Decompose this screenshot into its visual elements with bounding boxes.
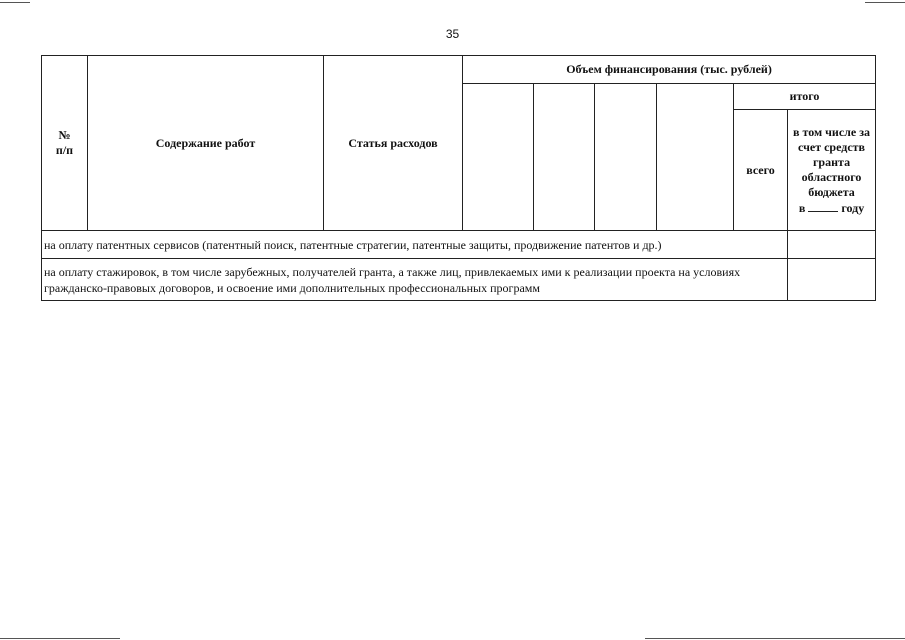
bottom-right-rule [645,638,905,639]
header-total: итого [734,84,876,110]
row-grant-cell [788,259,876,301]
header-all: всего [734,110,788,231]
header-content: Содержание работ [88,56,324,231]
top-left-rule [0,2,30,3]
row-text: на оплату патентных сервисов (патентный поиск, патентные стратегии, патентные защиты, продвижение патентов и др.) [42,231,788,259]
table-row [42,259,876,301]
financing-table [41,55,876,301]
header-grant-year-prefix: в [798,200,806,215]
header-funding: Объем финансирования (тыс. рублей) [463,56,876,84]
top-right-rule [865,2,905,3]
header-grant [788,110,876,231]
header-article: Статья расходов [324,56,463,231]
header-year-col-2 [534,84,595,231]
header-grant-text: в том числе за счет средств гранта областного бюджета [792,124,871,199]
header-grant-year-suffix: году [841,200,865,215]
header-year-col-4 [657,84,734,231]
page-number: 35 [445,27,460,41]
bottom-left-rule [0,638,120,639]
year-blank-line [808,200,838,212]
header-year-col-3 [595,84,657,231]
header-year-col-1 [463,84,534,231]
header-number: № п/п [42,56,88,231]
row-text: на оплату стажировок, в том числе зарубежных, получателей гранта, а также лиц, привлекаемых ими к реализации проекта на условиях гражданско-правовых договоров, и освоение ими дополнительных профессиональных программ [42,259,788,301]
table-row [42,231,876,259]
row-grant-cell [788,231,876,259]
